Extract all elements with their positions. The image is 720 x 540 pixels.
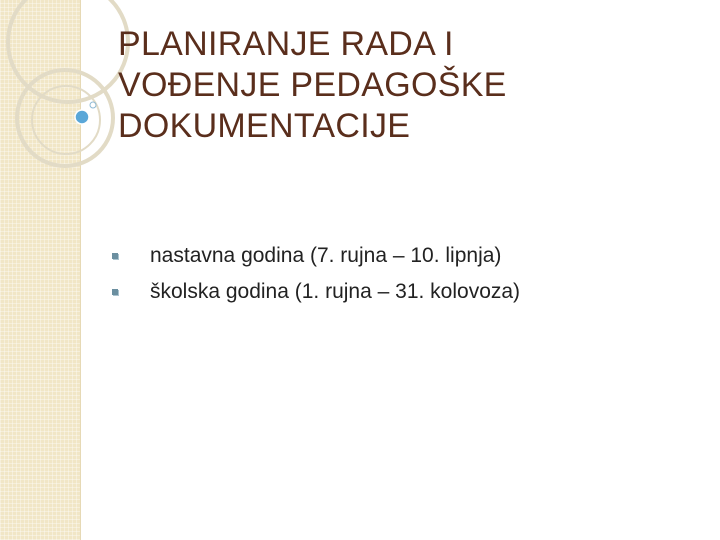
list-item xyxy=(112,242,692,278)
list-item xyxy=(112,278,692,314)
decor-ring-inner xyxy=(32,86,100,154)
bullet-text: nastavna godina (7. rujna – 10. lipnja) xyxy=(150,244,502,267)
decor-dot-large xyxy=(75,110,89,124)
square-bullet-icon xyxy=(112,289,118,295)
bullet-text: školska godina (1. rujna – 31. kolovoza) xyxy=(150,280,521,303)
bullet-list xyxy=(112,242,692,314)
slide-title xyxy=(118,24,678,147)
title-line-2: VOĐENJE PEDAGOŠKE xyxy=(118,66,507,104)
decor-dot-small xyxy=(90,102,96,108)
title-line-1: PLANIRANJE RADA I xyxy=(118,25,454,63)
square-bullet-icon xyxy=(112,253,118,259)
title-line-3: DOKUMENTACIJE xyxy=(118,107,411,145)
